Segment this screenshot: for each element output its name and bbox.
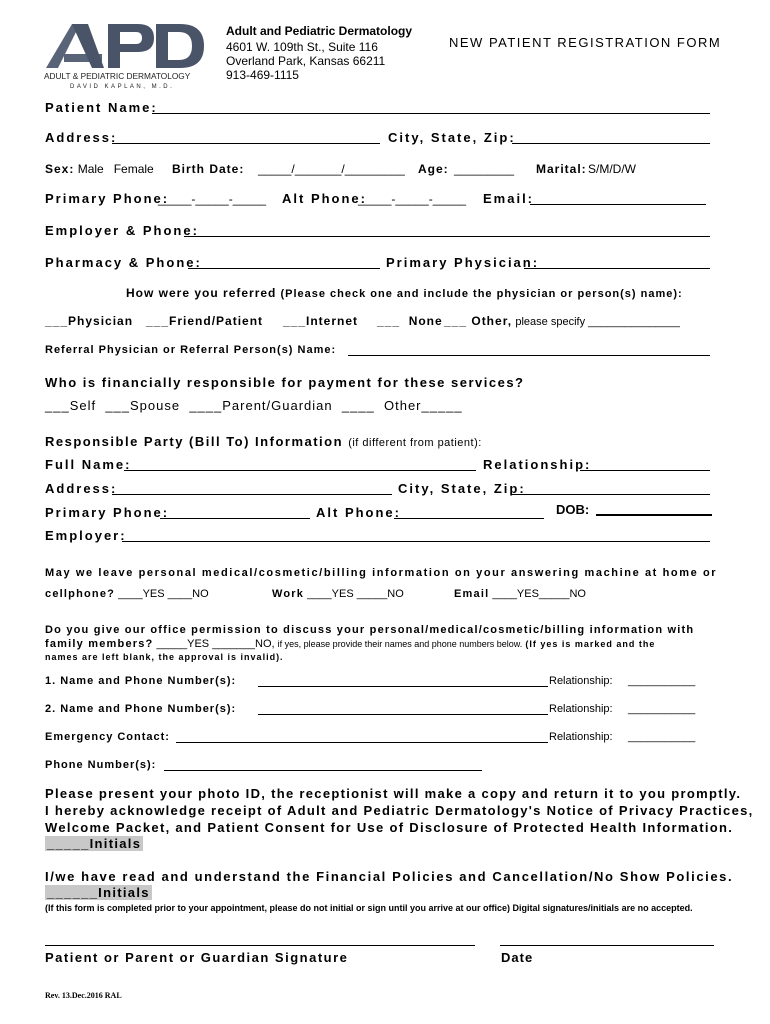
referral-option-friend[interactable]: ___Friend/Patient: [146, 314, 264, 328]
rp-city-field[interactable]: [512, 494, 710, 495]
work-options[interactable]: ____YES _____NO: [307, 588, 404, 600]
sex-label: Sex:: [45, 162, 75, 176]
full-name-field[interactable]: [124, 470, 476, 471]
rp-employer-field[interactable]: [122, 541, 710, 542]
logo-doctor: DAVID KAPLAN, M.D.: [70, 84, 175, 90]
initials-field-2[interactable]: ______Initials: [47, 885, 150, 900]
primary-phone-label: Primary Phone:: [45, 191, 170, 206]
emergency-relationship-field[interactable]: ___________: [628, 731, 696, 743]
family-question-c: names are left blank, the approval is invalid).: [45, 652, 284, 662]
privacy-acknowledgement-2: Welcome Packet, and Patient Consent for Use of Disclosure of Protected Health Information.: [45, 820, 734, 835]
referral-option-other[interactable]: [444, 314, 680, 328]
referral-question-main: How were you referred: [126, 286, 277, 300]
responsible-heading-main: Responsible Party (Bill To) Information: [45, 434, 344, 449]
practice-address-1: 4601 W. 109th St., Suite 116: [226, 40, 378, 54]
rp-primary-phone-field[interactable]: [160, 518, 310, 519]
referral-option-none[interactable]: ___ None: [377, 314, 443, 328]
emergency-contact-label: Emergency Contact:: [45, 731, 170, 743]
practice-logo: [42, 18, 212, 90]
privacy-acknowledgement: I hereby acknowledge receipt of Adult and Pediatric Dermatology's Notice of Privacy Practices,: [45, 803, 754, 818]
contact1-relationship-label: Relationship:: [549, 675, 613, 687]
signature-label: Patient or Parent or Guardian Signature: [45, 950, 349, 965]
referral-name-label: Referral Physician or Referral Person(s) Name:: [45, 344, 337, 356]
signature-note: (If this form is completed prior to your appointment, please do not initial or sign until you arrive at our office) Digital signatures/initials are no accepted.: [45, 903, 693, 913]
cellphone-label: cellphone?: [45, 588, 116, 600]
birth-date-label: Birth Date:: [172, 162, 245, 176]
pharmacy-field[interactable]: [188, 268, 380, 269]
employer-label: Employer & Phone:: [45, 223, 199, 238]
responsible-heading-note: (if different from patient):: [348, 437, 482, 449]
contact1-relationship-field[interactable]: ___________: [628, 675, 696, 687]
referral-question-note: (Please check one and include the physician or person(s) name):: [280, 288, 683, 300]
sex-row: [45, 162, 154, 176]
birth-date-field[interactable]: _____/_______/_________: [258, 162, 405, 176]
marital-label: Marital:: [536, 162, 587, 176]
city-label: City, State, Zip:: [388, 130, 516, 145]
address-label: Address:: [45, 130, 118, 145]
pharmacy-label: Pharmacy & Phone:: [45, 255, 202, 270]
initials-field-1[interactable]: _____Initials: [47, 836, 142, 851]
form-title: NEW PATIENT REGISTRATION FORM: [449, 35, 722, 50]
primary-physician-label: Primary Physician:: [386, 255, 540, 270]
employer-field[interactable]: [184, 236, 710, 237]
email-label: Email:: [483, 191, 535, 206]
financial-question: Who is financially responsible for payment for these services?: [45, 375, 525, 390]
primary-phone-field[interactable]: _____-_____-_____: [158, 192, 267, 206]
practice-phone: 913-469-1115: [226, 68, 299, 82]
contact1-label: 1. Name and Phone Number(s):: [45, 675, 237, 687]
contact2-label: 2. Name and Phone Number(s):: [45, 703, 237, 715]
email-field[interactable]: [530, 204, 706, 205]
family-note: if yes, please provide their names and phone numbers below.: [277, 639, 523, 649]
patient-name-field[interactable]: [152, 113, 710, 114]
practice-name: Adult and Pediatric Dermatology: [226, 24, 413, 38]
full-name-label: Full Name:: [45, 457, 132, 472]
responsible-heading: [45, 434, 482, 449]
date-label: Date: [501, 950, 534, 965]
rp-address-field[interactable]: [112, 494, 392, 495]
rp-employer-label: Employer:: [45, 528, 127, 543]
relationship-label: Relationship:: [483, 457, 592, 472]
patient-name-label: Patient Name:: [45, 100, 158, 115]
marital-options[interactable]: S/M/D/W: [588, 162, 636, 176]
financial-options[interactable]: ___Self ___Spouse ____Parent/Guardian ____ Other_____: [45, 398, 463, 413]
contact2-relationship-field[interactable]: ___________: [628, 703, 696, 715]
work-row: [272, 588, 404, 600]
emergency-relationship-label: Relationship:: [549, 731, 613, 743]
alt-phone-field[interactable]: _____-_____-_____: [358, 192, 467, 206]
email-permission-row: [454, 588, 586, 600]
policies-acknowledgement: I/we have read and understand the Financial Policies and Cancellation/No Show Policies.: [45, 869, 734, 884]
message-question: May we leave personal medical/cosmetic/billing information on your answering machine at home or: [45, 567, 718, 579]
referral-other-specify: please specify _______________: [515, 316, 680, 328]
referral-option-internet[interactable]: ___Internet: [283, 314, 359, 328]
referral-name-field[interactable]: [348, 355, 710, 356]
email-permission-options[interactable]: ____YES_____NO: [492, 588, 586, 600]
contact2-field[interactable]: [258, 714, 548, 715]
revision-note: Rev. 13.Dec.2016 RAL: [45, 991, 122, 1000]
city-field[interactable]: [512, 143, 710, 144]
cellphone-row: [45, 588, 209, 600]
rp-alt-phone-label: Alt Phone:: [316, 505, 401, 520]
rp-alt-phone-field[interactable]: [394, 518, 544, 519]
sex-options[interactable]: Male Female: [77, 162, 154, 176]
relationship-field[interactable]: [580, 470, 710, 471]
family-question-b: family members?: [45, 638, 154, 650]
phone-numbers-field[interactable]: [164, 770, 482, 771]
address-field[interactable]: [112, 143, 380, 144]
family-question-a: Do you give our office permission to discuss your personal/medical/cosmetic/billing information with: [45, 624, 695, 636]
photo-id-notice: Please present your photo ID, the receptionist will make a copy and return it to you promptly.: [45, 786, 742, 801]
referral-question: [126, 286, 683, 300]
signature-field[interactable]: [45, 945, 475, 946]
family-options[interactable]: _____YES _______NO,: [156, 638, 275, 650]
family-question-b-row: [45, 638, 655, 650]
practice-address-2: Overland Park, Kansas 66211: [226, 54, 386, 68]
age-field[interactable]: _________: [454, 162, 515, 176]
logo-subtitle: ADULT & PEDIATRIC DERMATOLOGY: [44, 71, 191, 81]
phone-numbers-label: Phone Number(s):: [45, 759, 157, 771]
emergency-contact-field[interactable]: [176, 742, 548, 743]
apd-logo-mark: [42, 18, 212, 90]
referral-option-physician[interactable]: ___Physician: [45, 314, 134, 328]
contact1-field[interactable]: [258, 686, 548, 687]
work-label: Work: [272, 588, 305, 600]
age-label: Age:: [418, 162, 449, 176]
cellphone-options[interactable]: ____YES ____NO: [118, 588, 209, 600]
contact2-relationship-label: Relationship:: [549, 703, 613, 715]
rp-address-label: Address:: [45, 481, 118, 496]
primary-physician-field[interactable]: [524, 268, 710, 269]
rp-dob-field[interactable]: [596, 514, 712, 516]
rp-primary-phone-label: Primary Phone:: [45, 505, 170, 520]
family-note-b: (If yes is marked and the: [525, 639, 656, 649]
rp-city-label: City, State, Zip:: [398, 481, 526, 496]
date-field[interactable]: [500, 945, 714, 946]
rp-dob-label: DOB:: [556, 502, 590, 517]
referral-other-label: ___ Other,: [444, 314, 513, 328]
email-permission-label: Email: [454, 588, 490, 600]
alt-phone-label: Alt Phone:: [282, 191, 367, 206]
